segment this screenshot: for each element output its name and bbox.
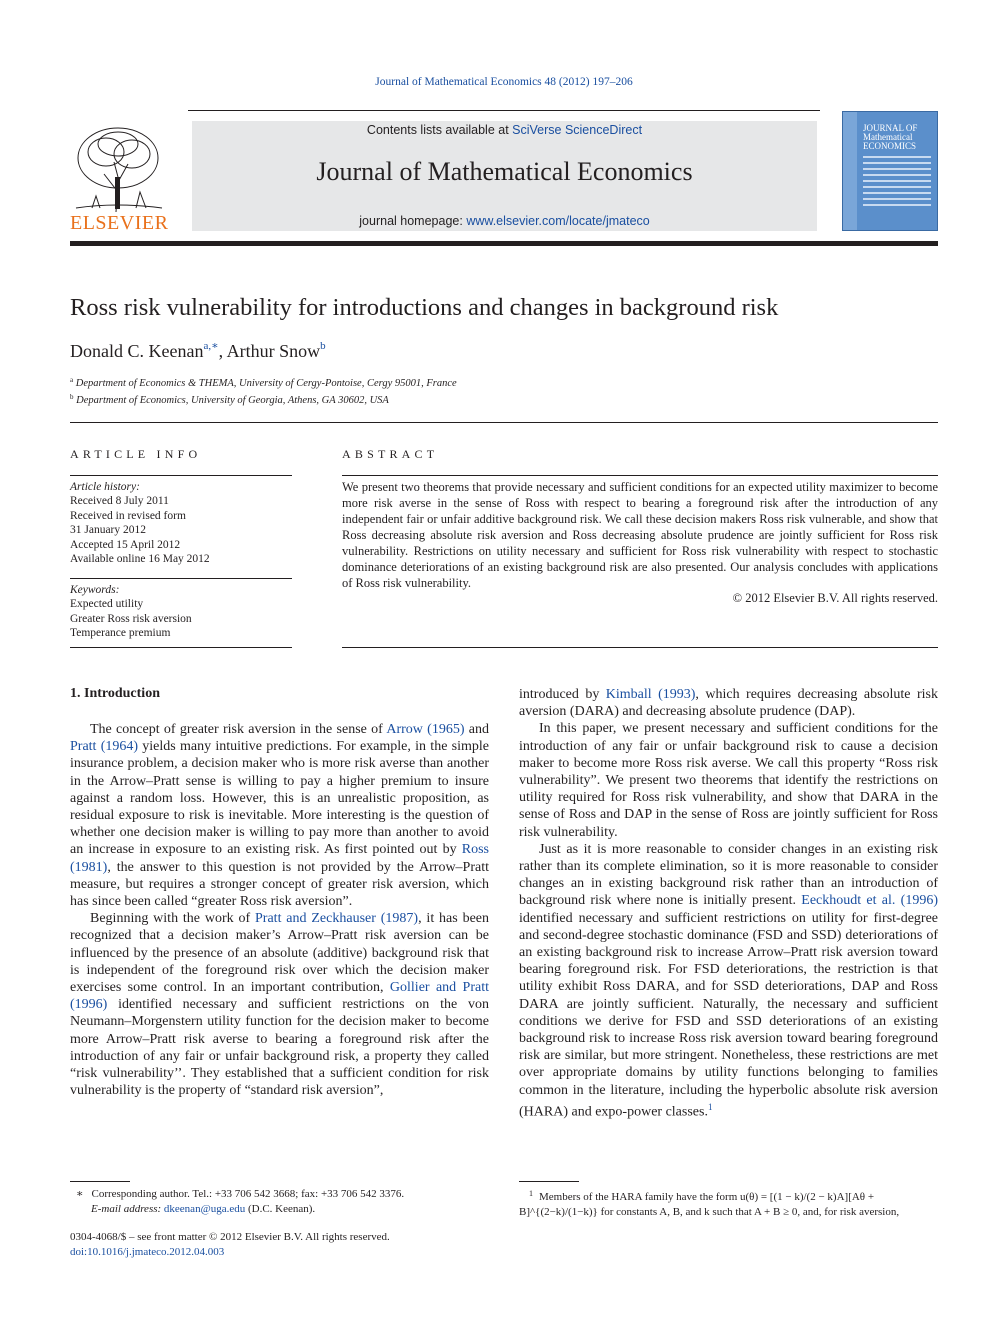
article-history: [70, 480, 292, 566]
history-item: Accepted 15 April 2012: [70, 538, 181, 551]
cover-title-line: JOURNAL OF: [863, 123, 918, 133]
sciencedirect-link[interactable]: SciVerse ScienceDirect: [512, 123, 643, 137]
homepage-line: [192, 214, 817, 228]
affiliation-text: Department of Economics & THEMA, University of Cergy-Pontoise, Cergy 95001, France: [75, 378, 457, 389]
affiliation-text: Department of Economics, University of Georgia, Athens, GA 30602, USA: [76, 395, 389, 406]
citation-link[interactable]: Kimball (1993): [605, 687, 696, 702]
homepage-link[interactable]: www.elsevier.com/locate/jmateco: [466, 214, 650, 228]
author-name: Arthur Snow: [226, 341, 321, 361]
footnote-ref-link[interactable]: 1: [707, 1101, 713, 1112]
elsevier-wordmark: ELSEVIER: [70, 212, 169, 234]
author-affiliation-mark[interactable]: b: [320, 340, 326, 352]
divider: [342, 647, 938, 648]
footnote-mark: 1: [529, 1189, 533, 1198]
keyword-item: Expected utility: [70, 598, 144, 611]
footnote-1: [519, 1187, 938, 1219]
homepage-prefix: journal homepage:: [359, 214, 467, 228]
abstract-heading: ABSTRACT: [342, 447, 439, 461]
affiliation-mark: b: [70, 393, 74, 401]
keyword-item: Greater Ross risk aversion: [70, 612, 192, 625]
paragraph: introduced by Kimball (1993), which requires decreasing absolute risk aversion (DARA) and decreasing absolute prudence (DAP).: [519, 687, 938, 720]
citation-link[interactable]: Pratt (1964): [70, 739, 139, 755]
abstract-copyright: © 2012 Elsevier B.V. All rights reserved.: [732, 591, 938, 605]
journal-title: Journal of Mathematical Economics: [316, 157, 693, 186]
paragraph: In this paper, we present necessary and sufficient conditions for the introduction of any fair or unfair background risk to cause a decision maker to become more Ross risk averse. We call this property “Ross risk vulnerability”. We present two theorems that identify the restrictions on utility required for Ross risk vulnerability, and show that DARA in the sense of Ross and DAP in the sense of Ross are jointly sufficient for Ross risk vulnerability.: [519, 721, 938, 840]
author-list: Donald C. Keenan$^{a,∗}$, Arthur Snow$^b$: [70, 340, 326, 361]
citation-link[interactable]: Ross (1981): [70, 842, 489, 875]
cover-title-line: ECONOMICS: [863, 141, 917, 151]
keywords: [70, 583, 292, 641]
footnote-text: B]^{(2−k)/(1−k)} for constants A, B, and k such that A + B ≥ 0, and, for risk aversion,: [519, 1205, 900, 1218]
citation-link[interactable]: Gollier and Pratt (1996): [70, 980, 489, 1013]
divider: [70, 475, 292, 476]
citation-link[interactable]: Pratt and Zeckhauser (1987): [255, 911, 419, 927]
journal-masthead: [192, 121, 817, 231]
article-info-heading: ARTICLE INFO: [70, 447, 202, 461]
footnote-text: Members of the HARA family have the form u(θ) = [(1 − k)/(2 − k)A][Aθ +: [539, 1191, 875, 1203]
author-name: Donald C. Keenan: [70, 341, 204, 361]
footnote-mark: ∗: [76, 1188, 84, 1200]
publication-info: [70, 1230, 390, 1259]
paragraph: Just as it is more reasonable to consider changes in an existing risk rather than its complete elimination, so it is more reasonable to consider changes an in existing background risk rather than an introduction of background risk where none is initially present. Eeckhoudt et al. (1996) identified necessary and sufficient restrictions on utility for first-degree and second-degree stochastic dominance (FSD and SSD) deteriorations of an existing background risk to increase Arrow–Pratt risk aversion toward bearing foreground risk. For FSD deteriorations, the restriction is that utility exhibit Ross DARA, and for SSD deteriorations, DAP and Ross DARA are jointly sufficient. Naturally, the necessary and sufficient conditions we derive for FSD and SSD deteriorations of an existing background risk to increase Ross risk aversion toward bearing foreground risk are similar, but more stringent. Nonetheless, these restrictions are met over appropriate domains by utility functions belonging to families common in the literature, including the hyperbolic absolute risk aversion (HARA) and expo-power classes.$^1$: [519, 841, 938, 1120]
email-label: E-mail address:: [91, 1202, 164, 1215]
citation-link[interactable]: Arrow (1965): [386, 722, 465, 737]
cover-title: [863, 124, 917, 151]
divider: [70, 647, 292, 648]
divider: [342, 475, 938, 476]
footnote-text: Corresponding author. Tel.: +33 706 542 3668; fax: +33 706 542 3376.: [91, 1188, 405, 1200]
history-item: 31 January 2012: [70, 524, 147, 537]
history-item: Received 8 July 2011: [70, 495, 169, 508]
header-top-rule: [188, 110, 820, 111]
divider: [70, 422, 938, 423]
corresponding-author-footnote: [76, 1187, 496, 1216]
cover-strip: [843, 112, 857, 231]
body-column-right: [519, 686, 938, 1121]
journal-citation-link[interactable]: Journal of Mathematical Economics 48 (2012) 197–206: [375, 76, 633, 88]
footnote-rule: [70, 1181, 130, 1182]
cover-title-line: Mathematical: [863, 132, 913, 142]
doi-link[interactable]: doi:10.1016/j.jmateco.2012.04.003: [70, 1245, 225, 1258]
affiliation-mark: a: [70, 376, 74, 384]
citation-link[interactable]: Eeckhoudt et al. (1996): [801, 893, 938, 909]
email-suffix: (D.C. Keenan).: [245, 1202, 316, 1215]
affiliation-b: [70, 393, 389, 406]
abstract-text: We present two theorems that provide necessary and sufficient conditions for an expected utility maximizer to become more risk averse in the sense of Ross with respect to bearing a foreground risk after the introduction of any independent fair or unfair additive background risk. We call these decision makers Ross risk vulnerable, and show that Ross decreasing absolute risk aversion and Ross decreasing absolute prudence are jointly sufficient for Ross risk vulnerability. Restrictions on utility necessary and sufficient for Ross risk vulnerability with respect to stochastic dominance deteriorations of an existing background risk are also presented. Our analysis concludes with applications of Ross risk vulnerability.: [342, 480, 938, 590]
keywords-label: Keywords:: [70, 584, 120, 596]
paragraph: Beginning with the work of Pratt and Zeckhauser (1987), it has been recognized that a decision maker’s Arrow–Pratt risk aversion can be influenced by the presence of an absolute (additive) background risk that is independent of the foreground risk over which the decision maker exercises some control. In an important contribution, Gollier and Pratt (1996) identified necessary and sufficient restrictions on the von Neumann–Morgenstern utility function for the decision maker to become more Arrow–Pratt risk averse to bearing a foreground risk after the introduction of any fair or unfair background risk, a property they called “risk vulnerability’’. They established that a sufficient condition for risk vulnerability is the property of “standard risk aversion”,: [70, 911, 489, 1099]
author-affiliation-mark[interactable]: a,∗: [203, 340, 219, 352]
divider: [70, 578, 292, 579]
section-heading: 1. Introduction: [70, 686, 160, 701]
history-label: Article history:: [70, 481, 140, 493]
keyword-item: Temperance premium: [70, 627, 171, 640]
history-item: Received in revised form: [70, 509, 186, 522]
journal-cover-thumbnail[interactable]: [842, 111, 938, 231]
article-title: Ross risk vulnerability for introductions and changes in background risk: [70, 294, 779, 321]
cover-contents-lines: [863, 156, 931, 210]
affiliation-a: [70, 376, 457, 389]
contents-line: [192, 123, 817, 137]
contents-prefix: Contents lists available at: [366, 123, 513, 137]
paragraph: The concept of greater risk aversion in the sense of Arrow (1965) and Pratt (1964) yields many intuitive predictions. For example, in the simple insurance problem, a decision maker who is more risk averse than another in the Arrow–Pratt sense is willing to pay a higher premium to insure against a random loss. However, this is an unrealistic proposition, as residual exposure to risk is inevitable. More interesting is the question of whether one decision maker is willing to pay more than another to avoid an increase in exposure to an existing risk. As first pointed out by Ross (1981), the answer to this question is not provided by the Arrow–Pratt measure, but requires a stronger concept of greater risk aversion, which has since been called “greater Ross risk aversion”.: [70, 722, 490, 910]
history-item: Available online 16 May 2012: [70, 553, 210, 566]
email-link[interactable]: dkeenan@uga.edu: [163, 1202, 246, 1215]
body-column-left: [70, 721, 489, 1099]
header-thick-rule: [70, 241, 938, 246]
issn-line: 0304-4068/$ – see front matter © 2012 Elsevier B.V. All rights reserved.: [70, 1231, 390, 1243]
footnote-rule: [519, 1181, 579, 1182]
